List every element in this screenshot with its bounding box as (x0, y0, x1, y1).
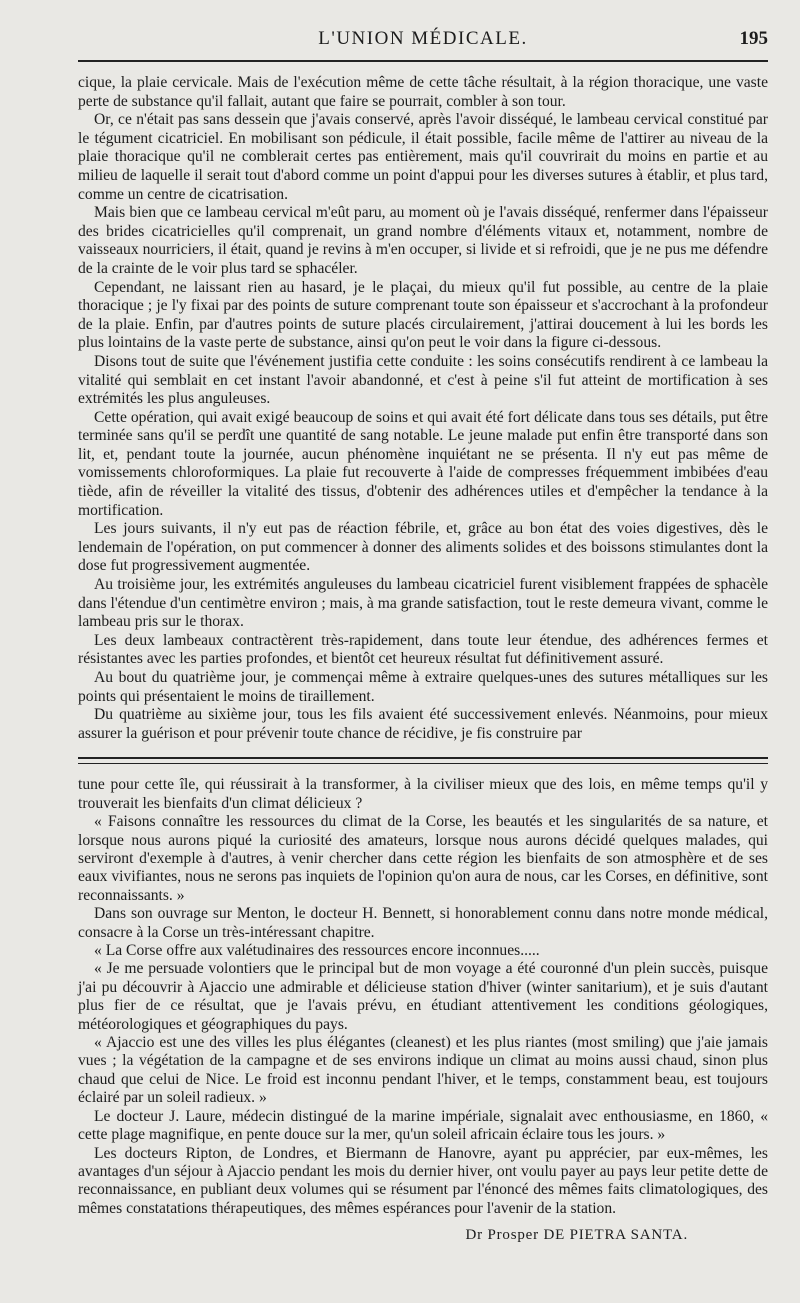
page-header (78, 0, 768, 60)
article-paragraph: Or, ce n'était pas sans dessein que j'avais conservé, après l'avoir disséqué, le lambeau cervical constitué par le tégument cicatriciel. En mobilisant son pédicule, il était possible, facile même de l'attirer au niveau de la plaie thoracique qu'il ne comblerait certes pas entièrement, mais qu'il couvrirait du moins en partie et au milieu de laquelle il serait tout d'abord comme un point d'appui pour les diverses sutures à établir, et plus tard, comme un centre de cicatrisation. (78, 111, 768, 203)
article-paragraph: Les deux lambeaux contractèrent très-rapidement, dans toute leur étendue, des adhérences fermes et résistantes avec les parties profondes, et bientôt cet heureux résultat fut définitivement assuré. (78, 631, 768, 668)
article-paragraph: Au troisième jour, les extrémités anguleuses du lambeau cicatriciel furent visiblement frappées de sphacèle dans l'étendue d'un centimètre environ ; mais, à ma grande satisfaction, tout le reste demeura vivant, comme le lambeau pris sur le thorax. (78, 576, 768, 631)
feuilleton-paragraph: tune pour cette île, qui réussirait à la transformer, à la civiliser mieux que des lois, en même temps qu'il y trouverait les bienfaits d'un climat délicieux ? (78, 776, 768, 812)
article-paragraph: Du quatrième au sixième jour, tous les fils avaient été successivement enlevés. Néanmoins, pour mieux assurer la guérison et pour prévenir toute chance de récidive, je fis construire par (78, 706, 768, 742)
article-paragraph: cique, la plaie cervicale. Mais de l'exécution même de cette tâche résultait, à la région thoracique, une vaste perte de substance qu'il fallait, autant que faire se pourrait, combler à son tour. (78, 74, 768, 110)
feuilleton-divider (78, 757, 768, 764)
feuilleton-paragraph: « La Corse offre aux valétudinaires des ressources encore inconnues..... (94, 942, 540, 960)
page-number: 195 (739, 28, 768, 49)
feuilleton-paragraph: « Ajaccio est une des villes les plus élégantes (cleanest) et les plus riantes (most smiling) que j'aie jamais vues ; la végétation de la campagne et de ses environs indique un climat au moins aussi chaud, sinon plus chaud que celui de Nice. Le froid est inconnu pendant l'hiver, et le temps, constamment beau, est toujours éclairé par un soleil radieux. » (78, 1034, 768, 1107)
article-paragraph: Mais bien que ce lambeau cervical m'eût paru, au moment où je l'avais disséqué, renfermer dans l'épaisseur des brides cicatricielles qu'il comprenait, un grand nombre d'éléments vitaux et, notamment, nombre de vaisseaux nourriciers, il était, quand je revins à m'en occuper, si livide et si refroidi, que je ne pus me défendre de la crainte de le voir plus tard se sphacéler. (78, 204, 768, 277)
feuilleton-paragraph: Le docteur J. Laure, médecin distingué de la marine impériale, signalait avec enthousiasme, en 1860, « cette plage magnifique, en pente douce sur la mer, qu'un soleil africain éclaire tous les jours. » (78, 1107, 768, 1144)
article-paragraph: Cependant, ne laissant rien au hasard, je le plaçai, du mieux qu'il fut possible, au centre de la plaie thoracique ; je l'y fixai par des points de suture comprenant toute son épaisseur et s'accrochant à la profondeur de la plaie. Enfin, par d'autres points de suture placés circulairement, j'attirai doucement à lui les bords les plus lointains de la vaste perte de substance, ainsi qu'on peut le voir dans la figure ci-dessous. (78, 278, 768, 352)
running-title: L'UNION MÉDICALE. (318, 28, 528, 49)
feuilleton-paragraph: Les docteurs Ripton, de Londres, et Biermann de Hanovre, ayant pu apprécier, par eux-mêmes, les avantages d'un séjour à Ajaccio pendant les mois du dernier hiver, ont voulu payer au pays leur petite dette de reconnaissance, en publiant deux volumes qui se résument par l'énoncé des mêmes faits climatologiques, des mêmes constatations thérapeutiques, des mêmes espérances pour l'avenir de la station. (78, 1144, 768, 1217)
feuilleton-paragraph: « Faisons connaître les ressources du climat de la Corse, les beautés et les singularités de sa nature, et lorsque nous aurons piqué la curiosité des amateurs, lorsque nous aurons décidé quelques malades, qui serviront d'exemple à d'autres, à venir chercher dans cette région les bienfaits de son atmosphère et de ses eaux vivifiantes, nous ne serons pas inquiets de l'opinion qu'on aura de nous, car les Corses, en définitive, sont reconnaissants. » (78, 813, 768, 904)
signature: Dr Prosper DE PIETRA SANTA. (465, 1227, 688, 1244)
article-body (78, 60, 768, 743)
feuilleton-paragraph: « Je me persuade volontiers que le principal but de mon voyage a été couronné d'un plein succès, puisque j'ai pu découvrir à Ajaccio une admirable et délicieuse station d'hiver (winter sanitarium), et je suis d'autant plus fier de ce résultat, que je l'avais prévu, en étudiant attentivement les conditions géologiques, météorologiques et géographiques du pays. (78, 960, 768, 1033)
feuilleton-paragraph: Dans son ouvrage sur Menton, le docteur H. Bennett, si honorablement connu dans notre monde médical, consacre à la Corse un très-intéressant chapitre. (78, 905, 768, 941)
article-paragraph: Cette opération, qui avait exigé beaucoup de soins et qui avait été fort délicate dans tous ses détails, put être terminée sans qu'il se perdît une quantité de sang notable. Le jeune malade put enfin être transporté dans son lit, et, pendant toute la journée, aucun phénomène inquiétant ne se présenta. Il n'y eut pas même de vomissements chloroformiques. La plaie fut recouverte à l'aide de compresses fréquemment imbibées d'eau tiède, afin de réveiller la vitalité des tissus, d'obtenir des adhérences utiles et d'empêcher la tendance à la mortification. (78, 408, 768, 519)
article-paragraph: Les jours suivants, il n'y eut pas de réaction fébrile, et, grâce au bon état des voies digestives, dès le lendemain de l'opération, on put commencer à donner des aliments solides et des boissons stimulantes dont la dose fut progressivement augmentée. (78, 520, 768, 575)
feuilleton-body (78, 776, 768, 1244)
article-paragraph: Au bout du quatrième jour, je commençai même à extraire quelques-unes des sutures métalliques sur les points qui présentaient le moins de tiraillement. (78, 669, 768, 705)
article-paragraph: Disons tout de suite que l'événement justifia cette conduite : les soins consécutifs rendirent à ce lambeau la vitalité qui semblait en cet instant l'avoir abandonné, et c'est à peine s'il fut atteint de mortification à ses extrémités les plus anguleuses. (78, 352, 768, 408)
